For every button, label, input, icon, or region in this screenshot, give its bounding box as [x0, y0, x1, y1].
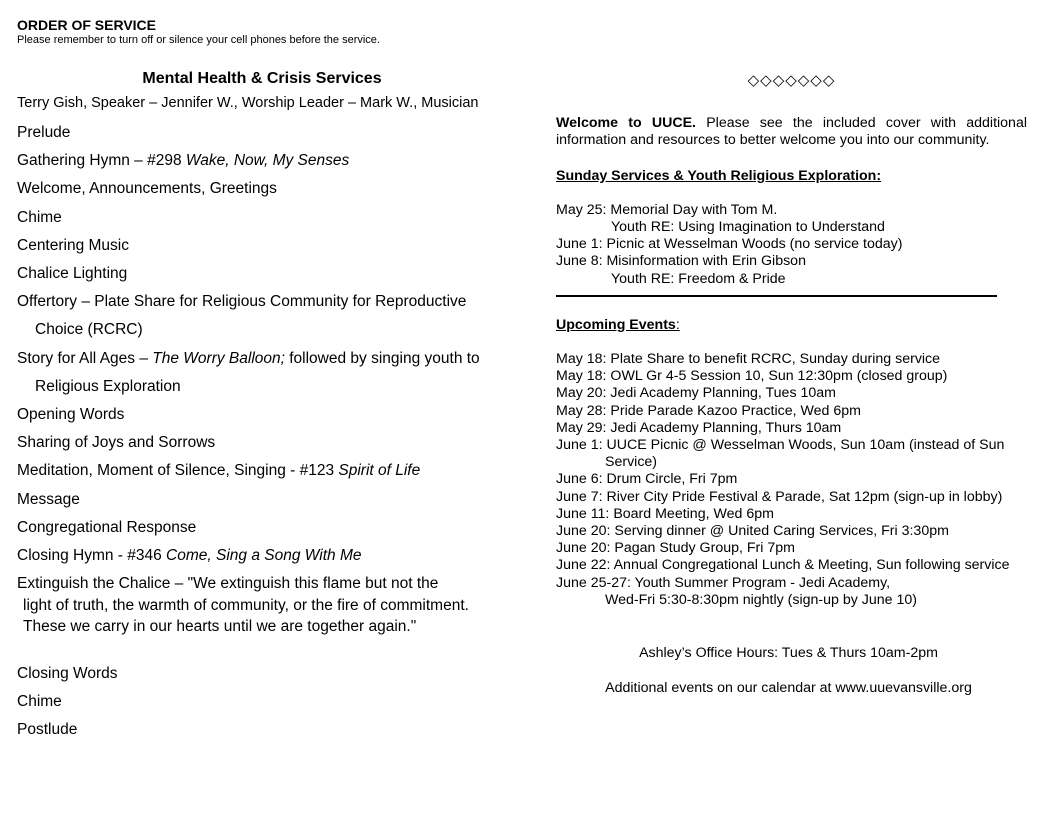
- welcome-paragraph: [556, 115, 1027, 149]
- list-item: June 25-27: Youth Summer Program - Jedi Academy,: [556, 574, 891, 591]
- order-item-message: Message: [17, 490, 80, 508]
- order-item-response: Congregational Response: [17, 518, 197, 536]
- service-heading: Mental Health & Crisis Services: [142, 70, 382, 87]
- story-line-2: Religious Exploration: [35, 377, 181, 395]
- list-item: June 7: River City Pride Festival & Parade, Sat 12pm (sign-up in lobby): [556, 488, 1003, 505]
- diamond-divider-icon: ◇◇◇◇◇◇◇: [747, 72, 836, 89]
- order-item-closing-hymn: [17, 542, 507, 570]
- order-item-postlude: Postlude: [17, 721, 78, 739]
- list-item: May 28: Pride Parade Kazoo Practice, Wed 6pm: [556, 402, 861, 419]
- sunday-services-list: [556, 202, 1027, 288]
- calendar-note: Additional events on our calendar at www.uuevansville.org: [605, 680, 972, 697]
- order-of-service-column: [17, 70, 507, 744]
- offertory-line-2: Choice (RCRC): [35, 321, 143, 339]
- list-item: June 6: Drum Circle, Fri 7pm: [556, 471, 738, 488]
- order-item-chime: Chime: [17, 208, 62, 226]
- list-item: May 18: OWL Gr 4-5 Session 10, Sun 12:30pm (closed group): [556, 368, 948, 385]
- list-item: Youth RE: Freedom & Pride: [611, 270, 786, 287]
- order-item-closing-words: Closing Words: [17, 664, 118, 682]
- extinguish-line-2: light of truth, the warmth of community, or the fire of commitment.: [23, 596, 469, 614]
- list-item: June 8: Misinformation with Erin Gibson: [556, 253, 806, 270]
- list-item: May 29: Jedi Academy Planning, Thurs 10am: [556, 419, 842, 436]
- closing-hymn-label: Closing Hymn - #346: [17, 547, 167, 565]
- order-item-prelude: Prelude: [17, 124, 71, 141]
- offertory-line-1: Offertory – Plate Share for Religious Community for Reproductive: [17, 293, 467, 311]
- list-item: Wed-Fri 5:30-8:30pm nightly (sign-up by June 10): [605, 591, 918, 608]
- list-item: June 11: Board Meeting, Wed 6pm: [556, 505, 774, 522]
- order-item-offertory: [17, 288, 507, 344]
- list-item: June 1: UUCE Picnic @ Wesselman Woods, Sun 10am (instead of Sun: [556, 437, 1005, 454]
- page-subtitle: Please remember to turn off or silence your cell phones before the service.: [17, 34, 380, 46]
- service-credits: Terry Gish, Speaker – Jennifer W., Worship Leader – Mark W., Musician: [17, 95, 479, 111]
- sunday-services-heading: Sunday Services & Youth Religious Exploration:: [556, 167, 882, 184]
- list-item: May 20: Jedi Academy Planning, Tues 10am: [556, 385, 836, 402]
- order-item-gathering-hymn: [17, 147, 507, 175]
- upcoming-events-colon: :: [675, 316, 680, 333]
- order-item-meditation: [17, 457, 507, 485]
- order-item-opening-words: Opening Words: [17, 406, 125, 424]
- meditation-title: Spirit of Life: [338, 462, 421, 480]
- order-item-joys-sorrows: Sharing of Joys and Sorrows: [17, 434, 216, 452]
- list-item: May 18: Plate Share to benefit RCRC, Sunday during service: [556, 351, 941, 368]
- upcoming-events-heading: [556, 317, 1027, 334]
- list-item: June 22: Annual Congregational Lunch & Meeting, Sun following service: [556, 557, 1010, 574]
- upcoming-events-list: [556, 351, 1027, 609]
- gathering-hymn-label: Gathering Hymn – #298: [17, 152, 186, 170]
- story-suffix: followed by singing youth to: [284, 349, 480, 367]
- list-item: June 20: Serving dinner @ United Caring Services, Fri 3:30pm: [556, 523, 949, 540]
- story-line-1: [17, 345, 507, 373]
- order-item-welcome: Welcome, Announcements, Greetings: [17, 180, 277, 198]
- list-item: June 20: Pagan Study Group, Fri 7pm: [556, 540, 795, 557]
- story-title: The Worry Balloon;: [152, 349, 285, 367]
- welcome-lead: Welcome to UUCE.: [556, 115, 696, 132]
- order-item-extinguish: [17, 573, 507, 638]
- upcoming-events-label: Upcoming Events: [556, 316, 676, 333]
- announcements-column: [556, 72, 1027, 697]
- extinguish-line-1: Extinguish the Chalice – "We extinguish this flame but not the: [17, 575, 439, 593]
- order-item-chime-2: Chime: [17, 692, 62, 710]
- welcome-text: Please see the included cover with additional information and resources to better welcome you into our community.: [556, 115, 1027, 149]
- section-divider: [556, 295, 997, 297]
- closing-hymn-title: Come, Sing a Song With Me: [166, 547, 362, 565]
- list-item: June 1: Picnic at Wesselman Woods (no service today): [556, 236, 903, 253]
- page-title: ORDER OF SERVICE: [17, 17, 156, 33]
- list-item: Service): [605, 454, 658, 471]
- gathering-hymn-title: Wake, Now, My Senses: [185, 152, 350, 170]
- extinguish-line-3: These we carry in our hearts until we are together again.": [23, 618, 417, 636]
- story-label: Story for All Ages –: [17, 349, 153, 367]
- list-item: May 25: Memorial Day with Tom M.: [556, 201, 778, 218]
- list-item: Youth RE: Using Imagination to Understand: [611, 219, 885, 236]
- order-item-chalice-lighting: Chalice Lighting: [17, 265, 128, 283]
- order-item-centering-music: Centering Music: [17, 236, 129, 254]
- office-hours: Ashley’s Office Hours: Tues & Thurs 10am-2pm: [639, 645, 938, 662]
- meditation-label: Meditation, Moment of Silence, Singing - #123: [17, 462, 339, 480]
- order-item-story: [17, 345, 507, 401]
